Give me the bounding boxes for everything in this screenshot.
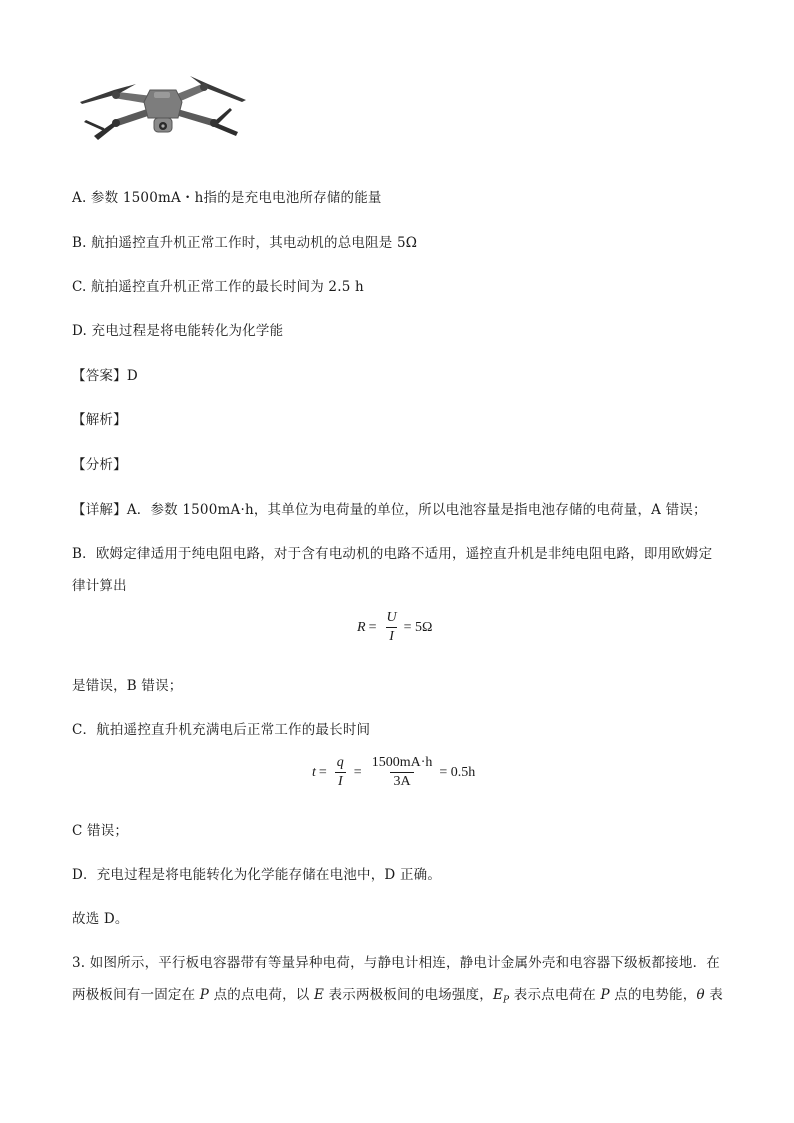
detail-b-line-2: 律计算出: [72, 578, 127, 594]
option-d: D. 充电过程是将电能转化为化学能: [72, 323, 284, 339]
detail-b-conclusion: 是错误，B 错误；: [72, 678, 183, 694]
formula1-lhs: R: [357, 619, 366, 635]
q3-symbol-p2: P: [600, 987, 610, 1003]
detail-c-line: C．航拍遥控直升机充满电后正常工作的最长时间: [72, 722, 371, 738]
question-3-line-1: 3. 如图所示，平行板电容器带有等量异种电荷，与静电计相连，静电计金属外壳和电容器下级板都接地．在: [72, 955, 720, 971]
formula2-eq: =: [318, 764, 327, 780]
choose-line: 故选 D。: [72, 911, 129, 927]
detail-a-text: A．参数 1500mA·h，其单位为电荷量的单位，所以电池容量是指电池存储的电荷量，A 错误；: [126, 502, 707, 518]
formula1-fraction: [383, 610, 399, 645]
formula2-fraction-2: [369, 755, 436, 790]
detail-c-conclusion: C 错误；: [72, 823, 129, 839]
formula2-rhs: = 0.5h: [439, 764, 476, 780]
q3-text-d: 表示点电荷在: [509, 987, 601, 1003]
formula2-lhs: t: [312, 764, 316, 780]
formula1-numerator: U: [386, 610, 397, 625]
formula1-denominator: I: [386, 627, 397, 645]
q3-text-b: 点的点电荷，以: [209, 987, 314, 1003]
formula2-fraction-1: [334, 755, 347, 790]
q3-symbol-ep-sub: P: [503, 995, 510, 1006]
formula2-denominator-2: 3A: [390, 772, 413, 790]
drone-image: [74, 70, 250, 146]
q3-text-e: 点的电势能，: [609, 987, 697, 1003]
q3-text-c: 表示两极板间的电场强度，: [324, 987, 493, 1003]
detail-d-line: D．充电过程是将电能转化为化学能存储在电池中，D 正确。: [72, 867, 442, 883]
formula2-eq-2: =: [353, 764, 362, 780]
q3-symbol-ep: E: [492, 987, 504, 1003]
fenxi-heading: 【分析】: [72, 457, 127, 473]
detail-a-line: [72, 498, 707, 518]
ohm-formula: [357, 610, 432, 645]
question-3-line-2: [72, 983, 723, 1006]
analysis-heading: 【解析】: [72, 412, 127, 428]
q3-symbol-e: E: [313, 987, 325, 1003]
formula2-numerator-1: q: [336, 755, 344, 770]
option-b: B. 航拍遥控直升机正常工作时，其电动机的总电阻是 5Ω: [72, 235, 418, 251]
detail-label: 【详解】: [72, 502, 127, 518]
formula2-denominator-1: I: [335, 772, 346, 790]
q3-text-a: 两极板间有一固定在: [72, 987, 200, 1003]
formula1-rhs: = 5Ω: [403, 619, 433, 635]
q3-text-f: 表: [704, 987, 723, 1003]
q3-symbol-p: P: [199, 987, 210, 1003]
answer-label: 【答案】: [72, 368, 127, 384]
formula2-numerator-2: 1500mA·h: [371, 755, 433, 770]
answer-value: D: [126, 368, 138, 384]
detail-b-line-1: B．欧姆定律适用于纯电阻电路，对于含有电动机的电路不适用，遥控直升机是非纯电阻电路，即用欧姆定: [72, 546, 713, 562]
option-a: A. 参数 1500mA・h指的是充电电池所存储的能量: [72, 190, 382, 206]
option-c: C. 航拍遥控直升机正常工作的最长时间为 2.5 h: [72, 279, 364, 295]
time-formula: [312, 755, 475, 790]
q3-symbol-theta: θ: [696, 987, 705, 1003]
answer-line: [72, 364, 138, 384]
formula1-eq: =: [368, 619, 377, 635]
